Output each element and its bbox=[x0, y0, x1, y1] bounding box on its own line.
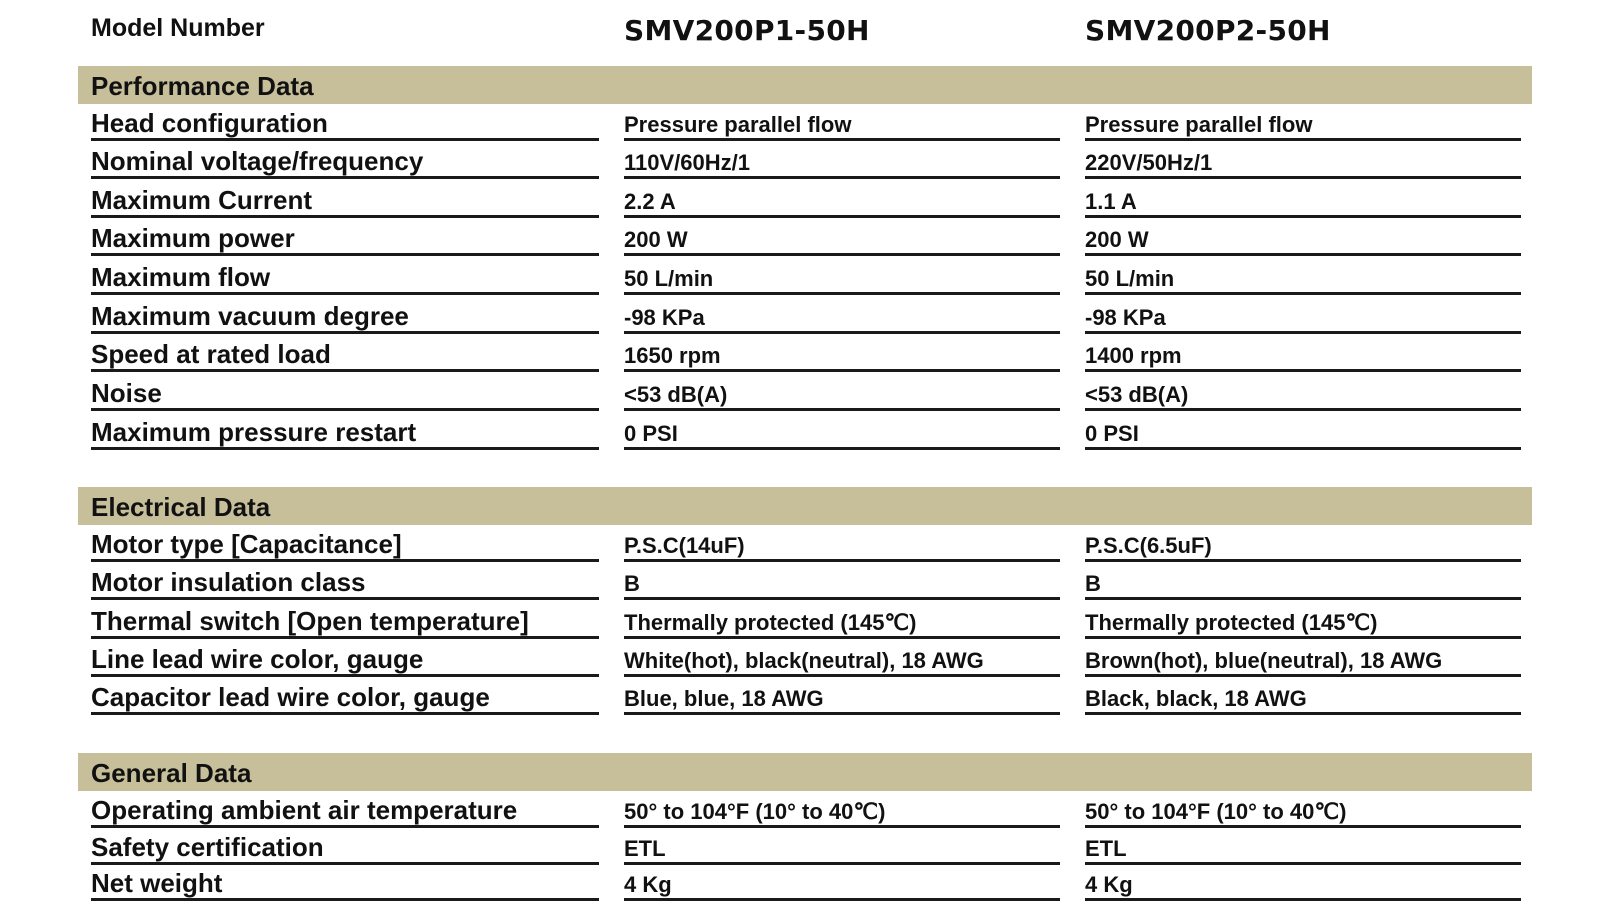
spec-label: Maximum power bbox=[91, 220, 599, 256]
spec-value-model-2: Brown(hot), blue(neutral), 18 AWG bbox=[1085, 641, 1521, 677]
spec-value-model-2: Black, black, 18 AWG bbox=[1085, 679, 1521, 715]
spec-label: Net weight bbox=[91, 865, 599, 901]
spec-label: Safety certification bbox=[91, 829, 599, 865]
spec-label: Maximum pressure restart bbox=[91, 414, 599, 450]
model-column-1-header: SMV200P1-50H bbox=[624, 14, 870, 47]
section-title: Performance Data bbox=[91, 71, 314, 101]
spec-label: Capacitor lead wire color, gauge bbox=[91, 679, 599, 715]
spec-value-model-2: 200 W bbox=[1085, 220, 1521, 256]
spec-value-model-2: 220V/50Hz/1 bbox=[1085, 143, 1521, 179]
spec-label: Nominal voltage/frequency bbox=[91, 143, 599, 179]
spec-value-model-1: 4 Kg bbox=[624, 865, 1060, 901]
spec-label: Speed at rated load bbox=[91, 336, 599, 372]
spec-value-model-2: Thermally protected (145℃) bbox=[1085, 603, 1521, 639]
model-column-2-header: SMV200P2-50H bbox=[1085, 14, 1331, 47]
spec-value-model-2: P.S.C(6.5uF) bbox=[1085, 526, 1521, 562]
spec-value-model-1: B bbox=[624, 564, 1060, 600]
spec-value-model-1: -98 KPa bbox=[624, 298, 1060, 334]
spec-value-model-2: 1.1 A bbox=[1085, 182, 1521, 218]
spec-value-model-1: Thermally protected (145℃) bbox=[624, 603, 1060, 639]
section-title: General Data bbox=[91, 758, 252, 788]
spec-value-model-1: ETL bbox=[624, 829, 1060, 865]
section-header bbox=[78, 753, 1532, 791]
spec-value-model-1: 200 W bbox=[624, 220, 1060, 256]
spec-value-model-1: 50° to 104°F (10° to 40℃) bbox=[624, 792, 1060, 828]
spec-value-model-1: 50 L/min bbox=[624, 259, 1060, 295]
section-header bbox=[78, 487, 1532, 525]
spec-value-model-2: 1400 rpm bbox=[1085, 336, 1521, 372]
spec-label: Line lead wire color, gauge bbox=[91, 641, 599, 677]
spec-value-model-1: White(hot), black(neutral), 18 AWG bbox=[624, 641, 1060, 677]
spec-label: Maximum vacuum degree bbox=[91, 298, 599, 334]
section-header bbox=[78, 66, 1532, 104]
spec-value-model-1: Pressure parallel flow bbox=[624, 105, 1060, 141]
spec-label: Maximum flow bbox=[91, 259, 599, 295]
spec-value-model-2: 4 Kg bbox=[1085, 865, 1521, 901]
spec-value-model-2: 0 PSI bbox=[1085, 414, 1521, 450]
model-number-label: Model Number bbox=[91, 14, 265, 42]
section-title: Electrical Data bbox=[91, 492, 271, 522]
spec-label: Motor insulation class bbox=[91, 564, 599, 600]
spec-value-model-1: <53 dB(A) bbox=[624, 375, 1060, 411]
spec-label: Head configuration bbox=[91, 105, 599, 141]
spec-value-model-2: Pressure parallel flow bbox=[1085, 105, 1521, 141]
spec-label: Thermal switch [Open temperature] bbox=[91, 603, 599, 639]
spec-value-model-1: Blue, blue, 18 AWG bbox=[624, 679, 1060, 715]
spec-label: Noise bbox=[91, 375, 599, 411]
spec-value-model-1: 2.2 A bbox=[624, 182, 1060, 218]
spec-value-model-2: B bbox=[1085, 564, 1521, 600]
spec-label: Operating ambient air temperature bbox=[91, 792, 599, 828]
spec-value-model-2: -98 KPa bbox=[1085, 298, 1521, 334]
spec-label: Maximum Current bbox=[91, 182, 599, 218]
spec-value-model-2: 50° to 104°F (10° to 40℃) bbox=[1085, 792, 1521, 828]
spec-value-model-1: P.S.C(14uF) bbox=[624, 526, 1060, 562]
spec-value-model-1: 110V/60Hz/1 bbox=[624, 143, 1060, 179]
spec-value-model-2: 50 L/min bbox=[1085, 259, 1521, 295]
spec-value-model-2: ETL bbox=[1085, 829, 1521, 865]
spec-value-model-1: 1650 rpm bbox=[624, 336, 1060, 372]
spec-value-model-1: 0 PSI bbox=[624, 414, 1060, 450]
spec-value-model-2: <53 dB(A) bbox=[1085, 375, 1521, 411]
spec-label: Motor type [Capacitance] bbox=[91, 526, 599, 562]
